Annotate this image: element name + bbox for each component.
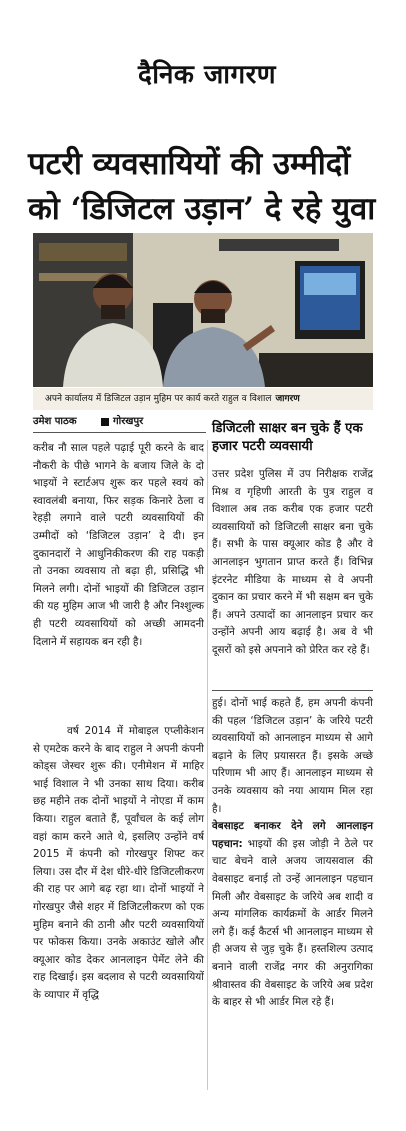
byline-location: गोरखपुर: [101, 412, 143, 432]
headline: पटरी व्यवसायियों की उम्मीदों को ‘डिजिटल उड़ान’ दे रहे युवा: [28, 146, 376, 227]
sidebar-text: उत्तर प्रदेश पुलिस में उप निरीक्षक राजेंद्र मिश्र व गृहिणी आरती के पुत्र राहुल व विशाल अब तक करीब एक हजार पटरी व्यवसायियों को डिजिटली साक्षर बना चुके हैं। सभी के पास क्यूआर कोड है और वे आनलाइन भुगतान प्राप्त करते हैं। विभिन्न इंटरनेट मीडिया के माध्यम से वे अपनी दुकान का प्रचार करने में भी सक्षम बन चुके हैं। अपने उत्पादों का आनलाइन प्रचार कर उन्होंने अपनी आय बढ़ाई है। अब वे भी दूसरों को इसे अपनाने को प्रेरित कर रहे हैं।: [212, 468, 373, 656]
photo-illustration: [33, 233, 373, 387]
sidebar-title: डिजिटली साक्षर बन चुके हैं एक हजार पटरी व्यवसायी: [212, 421, 363, 454]
caption-brand: जागरण: [275, 394, 300, 404]
article-paragraph-2: [33, 723, 204, 1005]
article-paragraph-4-text: भाइयों की इस जोड़ी ने ठेले पर चाट बेचने वाले अजय जायसवाल की वेबसाइट बनाई तो उन्हें आनलाइन पहचान मिली और वेबसाइट के जरिये अब शादी व अन्य मांगलिक कार्यक्रमों के आर्डर मिलने लगे हैं। कई कैटर्स भी आनलाइन माध्यम से ही अजय से जुड़ चुके हैं। हस्तशिल्प उत्पाद बनाने वाली राजेंद्र नगर की अनुरागिका श्रीवास्तव की वेबसाइट के जरिये अब प्रदेश के बाहर से भी आर्डर मिल रहे हैं।: [212, 837, 373, 1009]
photo-caption: [33, 388, 373, 410]
byline-author: उमेश पाठक: [33, 416, 77, 427]
subhead-inline: वेबसाइट बनाकर देने लगे आनलाइन पहचान:: [212, 820, 373, 850]
article-paragraph-1: करीब नौ साल पहले पढ़ाई पूरी करने के बाद नौकरी के पीछे भागने के बजाय जिले के दो भाइयों ने स्टार्टअप शुरू कर पहले स्वयं को स्वावलंबी बनाया, फिर सड़क किनारे ठेला व रेहड़ी लगाने वाले पटरी व्यवसायियों की उम्मीदों को ‘डिजिटल उड़ान’ दे दी। इन दुकानदारों ने आधुनिकीकरण की राह पकड़ी तो उनका व्यवसाय तो बढ़ा ही, प्रसिद्धि भी मिलने लगी। दोनों भाइयों की डिजिटल उड़ान की यह मुहिम आज भी जारी है और निश्शुल्क ही पटरी व्यवसायियों को अच्छी आमदनी दिलाने में सहायक बन रही है।: [33, 442, 204, 648]
article-paragraph-2-text: वर्ष 2014 में मोबाइल एप्लीकेशन से एमटेक करने के बाद राहुल ने अपनी कंपनी कोड्स जेस्चर शुरू की। एनीमेशन में माहिर भाई विशाल ने भी उनका साथ दिया। करीब छह महीने तक दोनों भाइयों ने नोएडा में काम किया। राहुल बताते हैं, पूर्वांचल के कई लोग वहां काम करने आते थे, इसलिए उन्होंने वर्ष 2015 में कंपनी को गोरखपुर शिफ्ट कर लिया। उस दौर में देश धीरे-धीरे डिजिटलीकरण की राह पर आगे बढ़ रहा था। दोनों भाइयों ने गोरखपुर जैसे शहर में डिजिटलीकरण को एक मुहिम बनाने की ठानी और पटरी व्यवसायियों पर फोकस किया। उनके अकाउंट खोले और क्यूआर कोड देकर आनलाइन पेमेंट लेने की राह दिखाई। इस बदलाव से पटरी व्यवसायियों के व्यापार में वृद्धि: [33, 725, 204, 1001]
news-photo: [33, 233, 373, 387]
sidebar-rule: [212, 690, 373, 691]
article-paragraph-3: हुई। दोनों भाई कहते हैं, हम अपनी कंपनी की पहल ‘डिजिटल उड़ान’ के जरिये पटरी व्यवसायियों को आनलाइन माध्यम से आगे बढ़ाने के लिए प्रयासरत हैं। इसके अच्छे परिणाम भी आए हैं। आनलाइन माध्यम से उनके व्यवसाय को नया आयाम मिल रहा है।: [212, 697, 373, 815]
byline: [33, 412, 206, 433]
column-divider: [207, 440, 208, 1090]
article-column-2: [212, 695, 373, 1012]
newspaper-logo: दैनिक जागरण: [137, 60, 277, 90]
article-paragraph-4: [212, 818, 373, 1012]
caption-text: अपने कार्यालय में डिजिटल उड़ान मुहिम पर कार्य करते राहुल व विशाल: [45, 394, 272, 404]
